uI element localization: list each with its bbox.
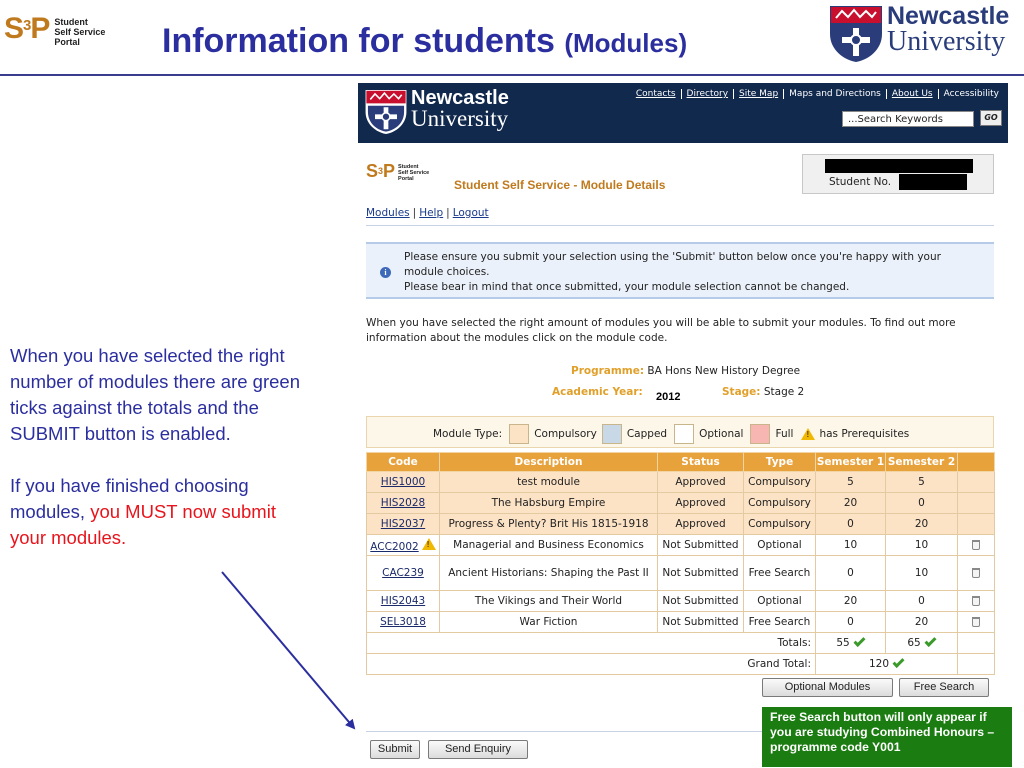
- stage-value: Stage 2: [763, 386, 805, 398]
- submit-button[interactable]: Submit: [370, 740, 420, 759]
- link-contacts[interactable]: Contacts: [635, 89, 676, 99]
- module-description: Ancient Historians: Shaping the Past II: [440, 556, 658, 591]
- empty-action-cell: [958, 493, 995, 514]
- check-icon: [924, 635, 936, 647]
- module-type: Compulsory: [744, 472, 816, 493]
- semester-1-credits: 0: [816, 514, 886, 535]
- redacted-student-name: [825, 159, 973, 173]
- intro-text: When you have selected the right amount of modules you will be able to submit your modules. To find out more information about the modules click on the module code.: [366, 317, 956, 344]
- semester-1-credits: 5: [816, 472, 886, 493]
- nav-logout-link[interactable]: Logout: [452, 207, 489, 219]
- module-status: Not Submitted: [658, 535, 744, 556]
- slide-title: Information for students (Modules): [162, 22, 688, 60]
- note-submit-warning: you MUST now submit your modules.: [10, 501, 276, 548]
- semester-2-credits: 0: [886, 591, 958, 612]
- page-heading: Student Self Service - Module Details: [454, 178, 666, 192]
- col-description: Description: [440, 453, 658, 472]
- module-code-cell: [367, 535, 440, 556]
- table-row: [367, 612, 995, 633]
- s3p-logo: [4, 14, 105, 47]
- free-search-button[interactable]: Free Search: [899, 678, 989, 697]
- col-status: Status: [658, 453, 744, 472]
- grand-total-row: [367, 654, 995, 675]
- module-description: Managerial and Business Economics: [440, 535, 658, 556]
- delete-module-cell: [958, 612, 995, 633]
- newcastle-university-logo: [828, 4, 1009, 64]
- trash-icon[interactable]: [972, 540, 980, 550]
- legend-full: Full: [775, 428, 794, 440]
- module-code-link[interactable]: HIS2043: [367, 591, 440, 612]
- module-description: The Habsburg Empire: [440, 493, 658, 514]
- s3p-logo-text: Student Self Service Portal: [54, 17, 106, 47]
- empty-action-cell: [958, 654, 995, 675]
- prerequisite-warning-icon[interactable]: [422, 538, 436, 550]
- module-type: Compulsory: [744, 514, 816, 535]
- university-shield-icon: [364, 88, 408, 136]
- module-code-link[interactable]: HIS2037: [367, 514, 440, 535]
- table-row: [367, 556, 995, 591]
- portal-logo-word-newcastle: Newcastle: [411, 87, 509, 109]
- module-code-link[interactable]: ACC2002: [370, 540, 419, 553]
- info-icon: i: [380, 267, 391, 278]
- legend-prerequisites: has Prerequisites: [819, 428, 910, 440]
- col-type: Type: [744, 453, 816, 472]
- module-description: Progress & Plenty? Brit His 1815-1918: [440, 514, 658, 535]
- trash-icon[interactable]: [972, 568, 980, 578]
- col-semester-1: Semester 1: [816, 453, 886, 472]
- semester-2-credits: 5: [886, 472, 958, 493]
- delete-module-cell: [958, 535, 995, 556]
- programme-row: Programme: BA Hons New History Degree: [571, 365, 801, 377]
- note-submit: If you have finished choosing modules, you MUST now submit your modules.: [10, 475, 276, 548]
- module-type: Free Search: [744, 612, 816, 633]
- university-shield-icon: [828, 4, 884, 64]
- redacted-student-number: [899, 174, 967, 190]
- legend-optional: Optional: [699, 428, 744, 440]
- header-divider: [0, 74, 1024, 76]
- student-info-box: [802, 154, 994, 194]
- nav-help-link[interactable]: Help: [419, 207, 444, 219]
- semester-1-total: 55: [816, 633, 886, 654]
- modules-table: [366, 452, 995, 675]
- empty-action-cell: [958, 472, 995, 493]
- legend-swatch-compulsory: [509, 424, 529, 444]
- semester-1-credits: 0: [816, 556, 886, 591]
- semester-2-total: 65: [886, 633, 958, 654]
- module-code-link[interactable]: CAC239: [367, 556, 440, 591]
- legend-label: Module Type:: [433, 428, 503, 440]
- module-status: Approved: [658, 493, 744, 514]
- academic-year-label: Academic Year:: [552, 386, 643, 398]
- module-status: Not Submitted: [658, 556, 744, 591]
- module-type: Optional: [744, 535, 816, 556]
- link-about-us[interactable]: About Us: [886, 89, 938, 99]
- module-description: War Fiction: [440, 612, 658, 633]
- semester-1-credits: 0: [816, 612, 886, 633]
- student-number-label: Student No.: [829, 176, 892, 188]
- nav-modules-link[interactable]: Modules: [366, 207, 410, 219]
- module-status: Not Submitted: [658, 591, 744, 612]
- semester-2-credits: 20: [886, 514, 958, 535]
- totals-label: Totals:: [367, 633, 816, 654]
- portal-screenshot: [358, 83, 1008, 768]
- logo-word-newcastle: Newcastle: [887, 2, 1010, 30]
- legend-swatch-optional: [674, 424, 694, 444]
- legend-compulsory: Compulsory: [534, 428, 597, 440]
- portal-sub-nav: Modules | Help | Logout: [366, 207, 489, 219]
- programme-value: BA Hons New History Degree: [647, 365, 801, 377]
- semester-1-credits: 10: [816, 535, 886, 556]
- nav-divider: [366, 225, 994, 226]
- side-notes: [10, 343, 315, 577]
- table-row: [367, 493, 995, 514]
- module-status: Approved: [658, 472, 744, 493]
- optional-modules-button[interactable]: Optional Modules: [762, 678, 893, 697]
- col-actions: [958, 453, 995, 472]
- delete-module-cell: [958, 591, 995, 612]
- search-keywords-input[interactable]: [842, 111, 974, 127]
- legend-swatch-capped: [602, 424, 622, 444]
- module-description: test module: [440, 472, 658, 493]
- trash-icon[interactable]: [972, 596, 980, 606]
- legend-capped: Capped: [626, 428, 668, 440]
- link-directory[interactable]: Directory: [681, 89, 733, 99]
- table-row: [367, 514, 995, 535]
- logo-word-university: University: [887, 26, 1006, 57]
- module-type: Free Search: [744, 556, 816, 591]
- academic-year-value: 2012: [656, 391, 681, 403]
- check-icon: [853, 635, 865, 647]
- note-green-ticks: When you have selected the right number of modules there are green ticks against the totals and the SUBMIT button is enabled.: [10, 345, 301, 444]
- trash-icon[interactable]: [972, 617, 980, 627]
- table-row: [367, 535, 995, 556]
- empty-action-cell: [958, 633, 995, 654]
- legend-swatch-full: [750, 424, 770, 444]
- link-accessibility[interactable]: Accessibility: [938, 89, 1004, 99]
- table-header-row: [367, 453, 995, 472]
- search-go-button[interactable]: GO: [980, 110, 1002, 126]
- semester-2-credits: 20: [886, 612, 958, 633]
- module-status: Not Submitted: [658, 612, 744, 633]
- info-notice: [366, 242, 994, 299]
- module-code-link[interactable]: HIS1000: [367, 472, 440, 493]
- semester-2-credits: 10: [886, 535, 958, 556]
- semester-1-credits: 20: [816, 493, 886, 514]
- info-line: module choices.: [404, 266, 490, 278]
- portal-s3p-logo: $S^3P$ Student Self Service Portal: [366, 161, 430, 182]
- module-type: Optional: [744, 591, 816, 612]
- check-icon: [893, 656, 905, 668]
- module-type: Compulsory: [744, 493, 816, 514]
- send-enquiry-button[interactable]: Send Enquiry: [428, 740, 528, 759]
- link-site-map[interactable]: Site Map: [733, 89, 783, 99]
- info-line: Please bear in mind that once submitted, your module selection cannot be changed.: [404, 281, 850, 293]
- grand-total-label: Grand Total:: [367, 654, 816, 675]
- col-semester-2: Semester 2: [886, 453, 958, 472]
- link-maps-directions[interactable]: Maps and Directions: [783, 89, 886, 99]
- module-status: Approved: [658, 514, 744, 535]
- col-code: Code: [367, 453, 440, 472]
- empty-action-cell: [958, 514, 995, 535]
- module-code-link[interactable]: SEL3018: [367, 612, 440, 633]
- module-code-link[interactable]: HIS2028: [367, 493, 440, 514]
- module-type-legend: [366, 416, 994, 448]
- portal-top-links: [631, 89, 1004, 99]
- grand-total-value: 120: [816, 654, 958, 675]
- s3p-logo-mark: $S^3P$: [4, 12, 50, 45]
- info-line: Please ensure you submit your selection using the 'Submit' button below once you're happy with your: [404, 251, 941, 263]
- semester-2-credits: 0: [886, 493, 958, 514]
- free-search-callout: Free Search button will only appear if you are studying Combined Honours – programme code Y001: [762, 707, 1012, 767]
- semester-2-credits: 10: [886, 556, 958, 591]
- portal-logo-word-university: University: [411, 106, 509, 131]
- module-description: The Vikings and Their World: [440, 591, 658, 612]
- portal-university-logo[interactable]: [364, 88, 509, 136]
- table-row: [367, 472, 995, 493]
- prerequisite-warning-icon: [801, 428, 815, 440]
- table-row: [367, 591, 995, 612]
- totals-row: [367, 633, 995, 654]
- semester-1-credits: 20: [816, 591, 886, 612]
- delete-module-cell: [958, 556, 995, 591]
- stage-row: Stage: Stage 2: [722, 386, 805, 398]
- portal-header: [358, 83, 1008, 143]
